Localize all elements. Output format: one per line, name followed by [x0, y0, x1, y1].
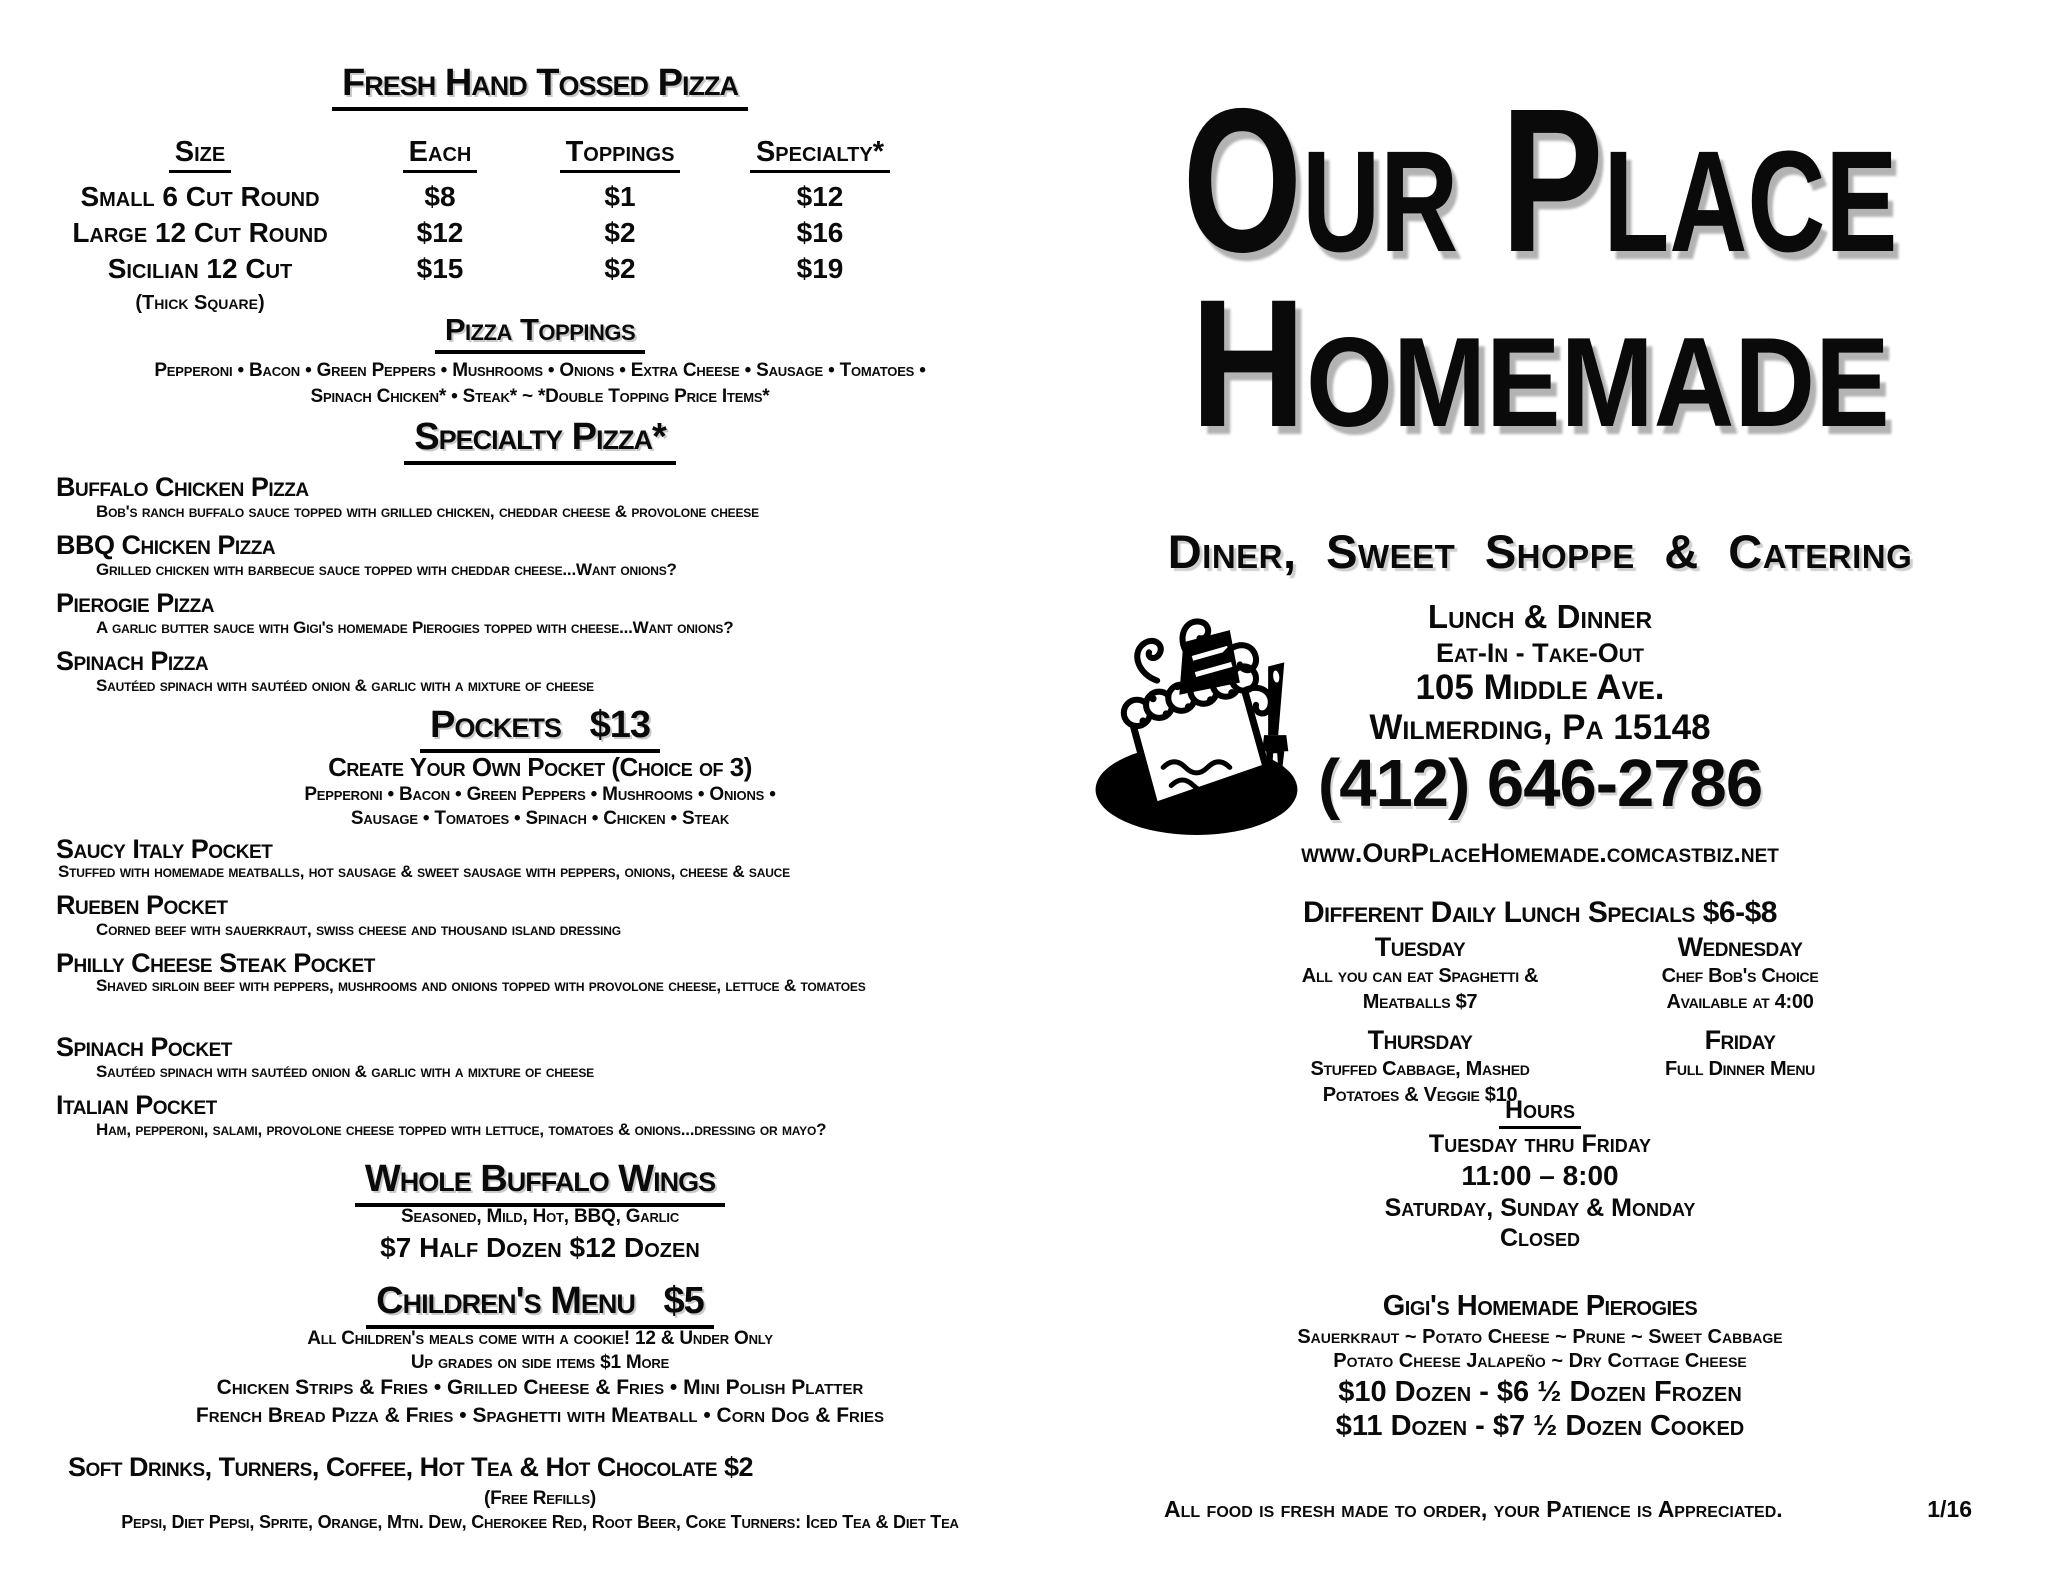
pizza-title-text: Fresh Hand Tossed Pizza — [332, 62, 748, 111]
table-row-size: Small 6 Cut Round — [80, 181, 320, 212]
drinks-list: Pepsi, Diet Pepsi, Sprite, Orange, Mtn. Dew, Cherokee Red, Root Beer, Coke Turners: Iced Tea & Diet Tea — [121, 1512, 959, 1532]
table-row-each: $12 — [416, 217, 464, 248]
menu-item-name: BBQ Chicken Pizza — [56, 530, 276, 560]
hours-title: Hours — [1060, 1096, 2020, 1129]
special-wednesday — [1580, 932, 1900, 1015]
col-header-each: Each — [360, 136, 520, 180]
children-section-title — [40, 1280, 1040, 1329]
table-row-toppings: $2 — [604, 217, 636, 248]
pizza-toppings-title: Pizza Toppings — [40, 312, 1040, 354]
pierogies-title: Gigi's Homemade Pierogies — [1382, 1290, 1698, 1322]
drinks-note: (Free Refills) — [484, 1488, 596, 1509]
hours-time: 11:00 – 8:00 — [1461, 1160, 1619, 1191]
drinks-title: Soft Drinks, Turners, Coffee, Hot Tea & Hot Chocolate $2 — [68, 1452, 754, 1482]
day-detail: Available at 4:00 — [1666, 991, 1814, 1013]
table-row-specialty: $16 — [796, 217, 844, 248]
col-header-specialty: Specialty* — [720, 136, 920, 180]
pockets-price: $13 — [589, 704, 650, 746]
brand-title-line1: Our Place — [1182, 66, 1898, 295]
pockets-subtitle: Create Your Own Pocket (Choice of 3) — [328, 752, 752, 782]
page-number: 1/16 — [1927, 1496, 1972, 1522]
menu-item-desc: Stuffed with homemade meatballs, hot sausage & sweet sausage with peppers, onions, cheese & sauce — [58, 862, 790, 881]
meals-line: Lunch & Dinner — [1427, 598, 1653, 635]
menu-item-name: Spinach Pocket — [56, 1032, 232, 1062]
table-row-toppings: $2 — [604, 253, 636, 284]
menu-item-name: Buffalo Chicken Pizza — [56, 472, 309, 502]
brand-subtitle: Diner, Sweet Shoppe & Catering — [1167, 525, 1913, 578]
menu-item-desc: Bob's ranch buffalo sauce topped with grilled chicken, cheddar cheese & provolone cheese — [96, 502, 759, 521]
phone-number: (412) 646-2786 — [1317, 746, 1763, 821]
pizza-section-title — [40, 62, 1040, 111]
website-url: www.OurPlaceHomemade.comcastbiz.net — [1301, 838, 1779, 868]
table-row-size: Large 12 Cut Round — [72, 217, 328, 248]
pizza-price-table — [40, 136, 1040, 318]
table-row-size: Sicilian 12 Cut — [107, 253, 293, 284]
pocket-toppings-line2: Sausage • Tomatoes • Spinach • Chicken • Steak — [350, 808, 730, 829]
children-price: $5 — [663, 1280, 704, 1322]
table-row-each: $15 — [416, 253, 464, 284]
menu-item-name: Pierogie Pizza — [56, 588, 214, 618]
city-address: Wilmerding, Pa 15148 — [1369, 708, 1711, 747]
table-row-specialty: $19 — [796, 253, 844, 284]
day-detail: Chef Bob's Choice — [1661, 965, 1819, 987]
hours-days-open: Tuesday thru Friday — [1428, 1130, 1652, 1158]
menu-item-name: Italian Pocket — [56, 1090, 217, 1120]
street-address: 105 Middle Ave. — [1415, 668, 1665, 707]
cake-illustration — [1090, 616, 1308, 838]
wings-prices: $7 Half Dozen $12 Dozen — [380, 1232, 700, 1263]
pierogies-flavors-line1: Sauerkraut ~ Potato Cheese ~ Prune ~ Sweet Cabbage — [1297, 1326, 1783, 1348]
right-column — [1060, 0, 2020, 1582]
day-detail: Full Dinner Menu — [1665, 1058, 1815, 1080]
menu-item-desc: Corned beef with sauerkraut, swiss cheese and thousand island dressing — [96, 920, 621, 939]
menu-item-name: Saucy Italy Pocket — [56, 834, 273, 864]
day-name: Thursday — [1367, 1025, 1473, 1055]
menu-item-desc: Sautéed spinach with sautéed onion & garlic with a mixture of cheese — [96, 676, 594, 695]
col-header-size: Size — [40, 136, 360, 180]
day-detail: Potatoes & Veggie $10 — [1322, 1084, 1518, 1106]
specialty-pizza-title: Specialty Pizza* — [40, 416, 1040, 465]
col-header-toppings: Toppings — [520, 136, 720, 180]
menu-item-name: Rueben Pocket — [56, 890, 228, 920]
wings-section-title: Whole Buffalo Wings — [40, 1158, 1040, 1207]
children-note1: All Children's meals come with a cookie! 12 & Under Only — [307, 1328, 773, 1349]
menu-item-desc: Ham, pepperoni, salami, provolone cheese topped with lettuce, tomatoes & onions...dressing or mayo? — [96, 1120, 827, 1139]
wings-flavors: Seasoned, Mild, Hot, BBQ, Garlic — [400, 1206, 680, 1227]
day-detail: All you can eat Spaghetti & — [1301, 965, 1539, 987]
pierogies-price-frozen: $10 Dozen - $6 ½ Dozen Frozen — [1338, 1376, 1742, 1408]
menu-item-desc: Shaved sirloin beef with peppers, mushrooms and onions topped with provolone cheese, lettuce & tomatoes — [96, 976, 866, 995]
hours-closed-label: Closed — [1499, 1224, 1581, 1252]
specials-title: Different Daily Lunch Specials $6-$8 — [1303, 896, 1777, 929]
pierogies-price-cooked: $11 Dozen - $7 ½ Dozen Cooked — [1335, 1410, 1745, 1442]
service-line: Eat-In - Take-Out — [1435, 638, 1645, 668]
pockets-section-title — [40, 704, 1040, 753]
table-row-each: $8 — [424, 181, 456, 212]
size-note: (Thick Square) — [135, 292, 265, 314]
day-name: Wednesday — [1677, 932, 1803, 962]
table-row-toppings: $1 — [604, 181, 636, 212]
hours-days-closed: Saturday, Sunday & Monday — [1384, 1194, 1696, 1222]
menu-item-name: Spinach Pizza — [56, 646, 209, 676]
left-column — [40, 0, 1040, 1582]
menu-item-name: Philly Cheese Steak Pocket — [56, 948, 375, 978]
brand-title-line2: Homemade — [1190, 261, 1890, 465]
pizza-toppings-line1: Pepperoni • Bacon • Green Peppers • Mushrooms • Onions • Extra Cheese • Sausage • Tomatoes • — [154, 360, 926, 381]
day-name: Friday — [1704, 1025, 1776, 1055]
day-name: Tuesday — [1374, 932, 1466, 962]
pocket-toppings-line1: Pepperoni • Bacon • Green Peppers • Mushrooms • Onions • — [304, 784, 776, 805]
pizza-toppings-line2: Spinach Chicken* • Steak* ~ *Double Topping Price Items* — [310, 386, 770, 407]
day-detail: Stuffed Cabbage, Mashed — [1310, 1058, 1530, 1080]
pierogies-flavors-line2: Potato Cheese Jalapeño ~ Dry Cottage Cheese — [1333, 1350, 1747, 1372]
daily-specials-grid — [1260, 932, 1900, 1108]
children-items-line2: French Bread Pizza & Fries • Spaghetti with Meatball • Corn Dog & Fries — [195, 1404, 885, 1427]
footer-note: All food is fresh made to order, your Patience is Appreciated. — [1164, 1496, 1783, 1522]
menu-item-desc: A garlic butter sauce with Gigi's homemade Pierogies topped with cheese...Want onions? — [96, 618, 734, 637]
children-note2: Up grades on side items $1 More — [410, 1352, 670, 1373]
special-tuesday — [1260, 932, 1580, 1015]
day-detail: Meatballs $7 — [1362, 991, 1478, 1013]
children-items-line1: Chicken Strips & Fries • Grilled Cheese & Fries • Mini Polish Platter — [216, 1376, 864, 1399]
footer — [1060, 1496, 2020, 1523]
children-title-text: Children's Menu $5 — [366, 1280, 714, 1329]
menu-item-desc: Sautéed spinach with sautéed onion & garlic with a mixture of cheese — [96, 1062, 594, 1081]
pockets-title-text: Pockets $13 — [420, 704, 660, 753]
table-row-specialty: $12 — [796, 181, 844, 212]
menu-item-desc: Grilled chicken with barbecue sauce topped with cheddar cheese...Want onions? — [96, 560, 677, 579]
